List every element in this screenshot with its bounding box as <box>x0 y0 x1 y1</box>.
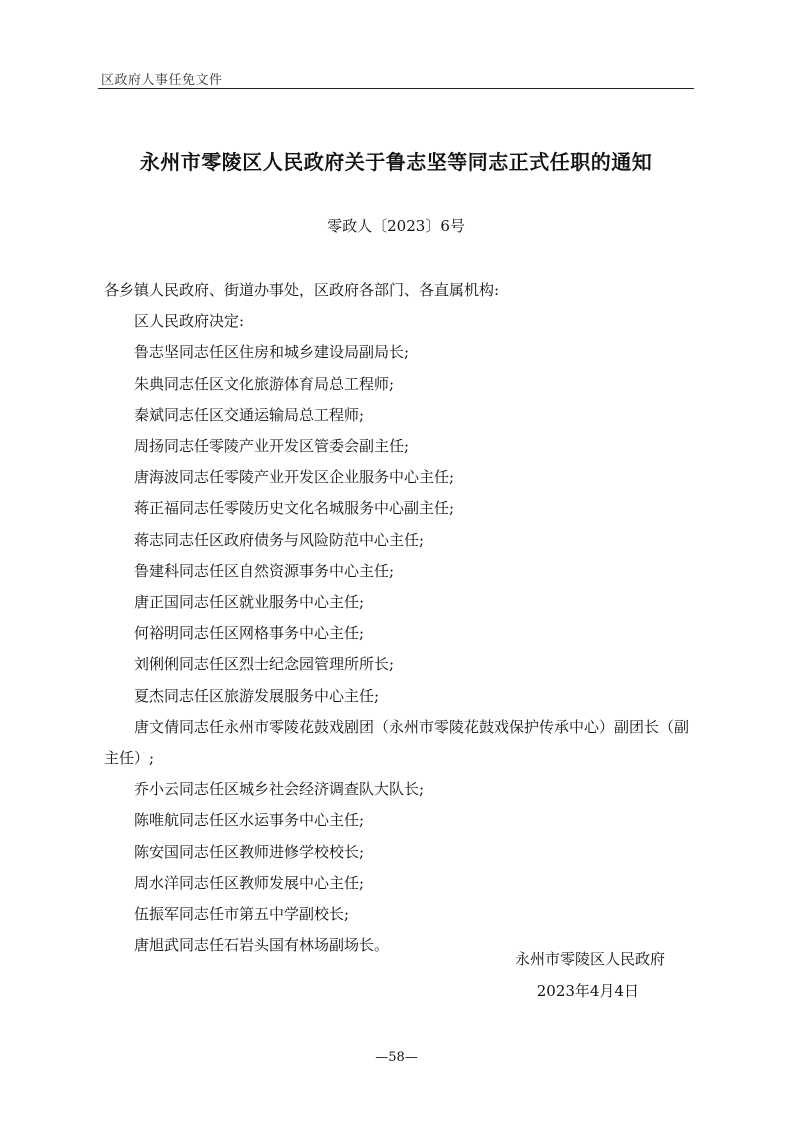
appointment-item: 夏杰同志任区旅游发展服务中心主任; <box>134 686 380 705</box>
appointment-item: 周水洋同志任区教师发展中心主任; <box>134 873 365 892</box>
opening-line: 区人民政府决定: <box>134 312 245 331</box>
appointment-item: 秦斌同志任区交通运输局总工程师; <box>134 405 365 424</box>
issuer-signature: 永州市零陵区人民政府 <box>514 950 665 968</box>
issue-date: 2023年4月4日 <box>536 982 639 1000</box>
appointment-item: 刘俐俐同志任区烈士纪念园管理所所长; <box>134 655 395 674</box>
appointment-item: 陈唯航同志任区水运事务中心主任; <box>134 811 365 830</box>
appointment-item: 周扬同志任零陵产业开发区管委会副主任; <box>134 437 410 456</box>
appointment-item: 唐旭武同志任石岩头国有林场副场长。 <box>134 936 390 955</box>
appointment-item: 唐文倩同志任永州市零陵花鼓戏剧团（永州市零陵花鼓戏保护传承中心）副团长（副主任）; <box>104 717 690 768</box>
appointment-item: 蒋正福同志任零陵历史文化名城服务中心副主任; <box>134 499 455 518</box>
appointment-item: 伍振军同志任市第五中学副校长; <box>134 905 350 924</box>
appointment-item: 蒋志同志任区政府债务与风险防范中心主任; <box>134 530 425 549</box>
appointment-item: 乔小云同志任区城乡社会经济调查队大队长; <box>134 780 425 799</box>
header-rule <box>98 88 694 89</box>
document-title: 永州市零陵区人民政府关于鲁志坚等同志正式任职的通知 <box>139 150 653 174</box>
addressee-line: 各乡镇人民政府、街道办事处，区政府各部门、各直属机构: <box>104 281 500 299</box>
appointment-item: 鲁建科同志任区自然资源事务中心主任; <box>134 561 395 580</box>
appointment-item: 唐正国同志任区就业服务中心主任; <box>134 593 365 612</box>
appointment-item: 朱典同志任区文化旅游体育局总工程师; <box>134 374 395 393</box>
page-number: —58— <box>375 1050 418 1065</box>
appointment-item: 何裕明同志任区网格事务中心主任; <box>134 624 365 643</box>
appointment-item: 陈安国同志任区教师进修学校校长; <box>134 842 365 861</box>
document-body <box>104 275 694 961</box>
document-number: 零政人〔2023〕6号 <box>327 217 465 235</box>
appointment-item: 鲁志坚同志任区住房和城乡建设局副局长; <box>134 343 410 362</box>
appointment-item: 唐海波同志任零陵产业开发区企业服务中心主任; <box>134 468 455 487</box>
running-header: 区政府人事任免文件 <box>101 73 223 88</box>
